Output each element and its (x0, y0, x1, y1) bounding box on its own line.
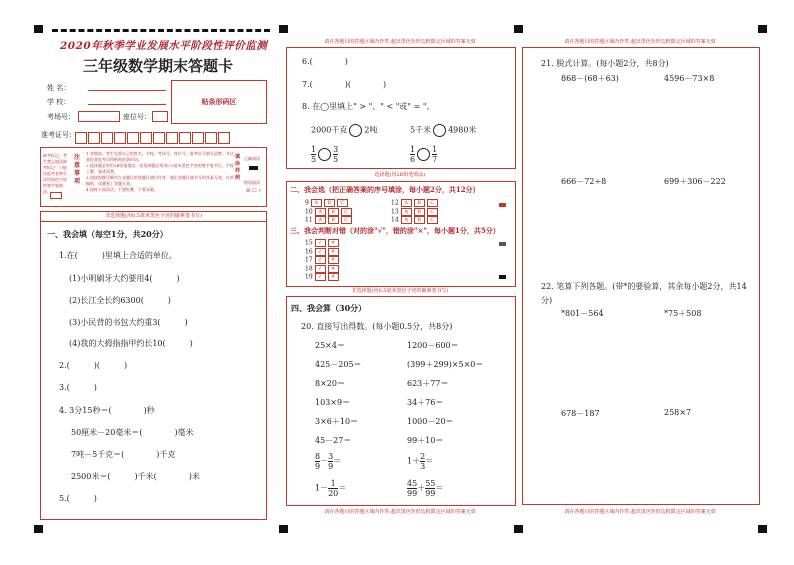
compare-left: 2000千克 (311, 125, 348, 135)
timing-mark (499, 275, 506, 279)
notice-item: 1.答题前，考生先将自己的姓名、学校、考场号、座位号、准考证号填写清楚，并认真检查监考员所粘贴的条形码。 (86, 151, 234, 162)
judge-row: 18 ✓ ✕ (305, 265, 339, 274)
frac-calc-b: 1＋ $\frac{2}{3}$ ＝ (407, 452, 434, 471)
timing-mark (499, 203, 506, 207)
option-b[interactable]: B (414, 216, 425, 224)
id-label: 准考证号： (41, 131, 76, 139)
notice-item: 4.保持卡面清洁，不要折叠，不要弄破。 (86, 187, 158, 192)
corner-mark (34, 525, 43, 533)
nonchoice-strip: 非选择题(用0.5毫米黑色字迹的碳素笔书写) (40, 211, 267, 222)
q22-item: 678－187 (561, 409, 600, 418)
q22-item: 258×7 (664, 408, 692, 417)
tick-option[interactable]: ✓ (315, 273, 326, 281)
corner-mark (34, 25, 43, 33)
compare-3 (311, 145, 338, 164)
q2: 2.( )( ) (59, 361, 128, 370)
judge-row: 15 ✓ ✕ (305, 239, 339, 248)
option-a[interactable]: A (315, 208, 326, 216)
choice-row: 13 A B C (391, 208, 438, 217)
calc-left: 25×4＝ (315, 341, 345, 350)
correct-fill-sample (249, 166, 258, 170)
compare-circle[interactable] (417, 148, 430, 161)
id-field[interactable] (75, 127, 231, 146)
choice-row: 11 A B C (305, 216, 352, 225)
name-label: 姓 名： (47, 84, 71, 92)
option-b[interactable]: B (328, 216, 339, 224)
option-b[interactable]: B (414, 208, 425, 216)
barcode-label: 贴条形码区 (201, 97, 237, 106)
compare-right: 2吨 (364, 125, 378, 135)
calc-right: (399＋299)×5×0＝ (407, 360, 484, 369)
fraction: $\frac{1}{6}$ (410, 145, 416, 164)
q4-item: 7吨－5千克＝( )千克 (71, 450, 176, 459)
q5: 5.( ) (59, 494, 97, 503)
q21: 21. 脱式计算。(每小题2分，共8分) (541, 59, 669, 68)
compare-circle[interactable] (433, 124, 446, 137)
choice-row: 10 A B C (305, 208, 352, 217)
choice-strip: 选择题(用2B铅笔填涂) (374, 172, 426, 178)
section1-box (40, 221, 267, 520)
cross-option[interactable]: ✕ (328, 239, 339, 247)
option-c[interactable]: C (427, 216, 438, 224)
fraction: $\frac{3}{5}$ (333, 145, 339, 164)
corner-mark (514, 25, 523, 33)
section5-box (522, 47, 760, 505)
correct-fill-label: 正确填涂 (244, 156, 260, 161)
cross-option[interactable]: ✕ (328, 273, 339, 281)
calc-right: 1000－20＝ (407, 417, 454, 426)
section1b-box (286, 47, 516, 169)
option-a[interactable]: A (315, 216, 326, 224)
corner-mark (279, 25, 288, 33)
fraction: $\frac{1}{20}$ (328, 479, 339, 498)
calc-right: 34＋76＝ (407, 398, 444, 407)
calc-left: 425－205＝ (315, 360, 362, 369)
choice-right-col (391, 199, 438, 225)
cross-option[interactable]: ✕ (328, 248, 339, 256)
q4-item: 2500米＝( )千米( )米 (71, 472, 200, 481)
notice-item: 3.请按照题号顺序在各题目的答题区域内作答，超出答题区域书写的答案无效，在草稿纸、试题卷上答题无效。 (86, 175, 234, 186)
option-a[interactable]: A (311, 199, 322, 207)
notice-item: 2.选择题必须用2B铅笔填涂，非选择题必须用0.5毫米黑色字迹的签字笔书写，字体工整、笔迹清楚。 (86, 163, 234, 174)
q22-item: *801－564 (561, 309, 604, 318)
option-b[interactable]: B (414, 199, 425, 207)
fraction: $\frac{3}{9}$ (328, 452, 334, 471)
timing-mark (499, 242, 506, 246)
exam-title: 2020年秋季学业发展水平阶段性评价监测 (60, 40, 268, 52)
choice-row: 9 A B C (305, 199, 352, 208)
answer-area-strip-bottom: 请在各题目的答题区域内作答,超出黑色矩形边框限定区域的答案无效 (564, 509, 716, 515)
answer-area-strip-bottom: 请在各题目的答题区域内作答,超出黑色矩形边框限定区域的答案无效 (324, 509, 476, 515)
choice-row: 12 A B C (391, 199, 438, 208)
compare-2 (410, 124, 476, 137)
calc-right: 623＋77＝ (407, 379, 449, 388)
q1: 1.在( )里填上合适的单位。 (59, 251, 177, 260)
tick-option[interactable]: ✓ (315, 239, 326, 247)
choice-left-col (305, 199, 352, 225)
section2-box (286, 181, 516, 287)
q1-item: (3)小民背的书包大约重3( ) (69, 318, 188, 327)
option-c[interactable]: C (341, 216, 352, 224)
frac-calc-d: $\frac{45}{99}$ ＋ $\frac{55}{99}$ ＝ (407, 479, 444, 498)
section4-box (286, 296, 516, 506)
q4: 4. 3分15秒＝( )秒 (59, 406, 155, 415)
judge-row: 16 ✓ ✕ (305, 248, 339, 257)
answer-area-strip-top: 请在各题目的答题区域内作答,超出黑色矩形边框限定区域的答案无效 (564, 39, 716, 45)
compare-4 (410, 145, 437, 164)
absent-note: 缺考标记，考生禁止填涂缺考标记！只能由监考老师负责用黑色字迹的签字笔填涂。 (43, 153, 67, 194)
calc-left: 103×9＝ (315, 398, 351, 407)
section4-title: 四、我会算（30分） (291, 303, 367, 313)
answer-area-strip-top: 请在各题目的答题区域内作答,超出黑色矩形边框限定区域的答案无效 (324, 39, 476, 45)
seat-label: 座位号： (123, 113, 151, 121)
option-c[interactable]: C (341, 208, 352, 216)
judge-row: 17 ✓ ✕ (305, 256, 339, 265)
corner-mark (514, 525, 523, 533)
notice-items (86, 151, 234, 193)
tick-option[interactable]: ✓ (315, 265, 326, 273)
frac-calc-a: $\frac{8}{9}$ － $\frac{3}{9}$ ＝ (315, 452, 342, 471)
name-field[interactable] (88, 90, 166, 91)
card-title: 三年级数学期末答题卡 (83, 57, 234, 75)
room-label: 考场号： (47, 113, 75, 121)
q22-item: *75＋508 (664, 309, 702, 318)
corner-mark (758, 525, 767, 533)
option-a[interactable]: A (401, 216, 412, 224)
option-a[interactable]: A (401, 199, 412, 207)
q8: 8. 在◯里填上" > "、" < "或" = "。 (302, 102, 435, 111)
fraction: $\frac{55}{99}$ (425, 479, 436, 498)
fraction: $\frac{2}{3}$ (420, 452, 426, 471)
cross-option[interactable]: ✕ (328, 256, 339, 264)
q4-item: 50厘米－20毫米＝( )毫米 (71, 428, 194, 437)
corner-mark (279, 525, 288, 533)
q7: 7.( )( ) (302, 80, 387, 89)
q22: 22. 笔算下列各题。(带*的要验算，其余每小题2分，共14分) (541, 282, 747, 305)
cross-option[interactable]: ✕ (328, 265, 339, 273)
q1-item: (4)我的大拇指指甲约长10( ) (69, 339, 193, 348)
section2-title: 二、我会选（把正确答案的序号填涂，每小题2分，共12分） (290, 185, 480, 194)
q20: 20. 直接写出得数。(每小题0.5分，共8分) (301, 322, 453, 331)
q21-item: 4596－73×8 (664, 74, 715, 83)
option-b[interactable]: B (328, 208, 339, 216)
q3: 3.( ) (59, 383, 97, 392)
compare-circle[interactable] (349, 124, 362, 137)
seat-field[interactable] (152, 111, 168, 122)
school-label: 学 校： (47, 98, 71, 106)
calc-right: 99＋10＝ (407, 436, 444, 445)
calc-left: 45－27＝ (315, 436, 352, 445)
nonchoice-strip: 非选择题(用0.5毫米黑色字迹的碳素笔书写) (351, 288, 449, 294)
option-c[interactable]: C (427, 208, 438, 216)
fill-title: 填涂样例 (235, 154, 241, 181)
calc-right: 1200－600＝ (407, 341, 459, 350)
fraction: $\frac{45}{99}$ (407, 479, 418, 498)
compare-1 (311, 124, 377, 137)
wrong-fill-label: 错误填涂 (244, 180, 260, 185)
calc-left: 3×6＋10＝ (315, 417, 359, 426)
option-a[interactable]: A (401, 208, 412, 216)
room-field[interactable] (78, 111, 120, 122)
frac-calc-c: 1－ $\frac{1}{20}$ ＝ (315, 479, 347, 498)
judge-col (305, 239, 339, 282)
fraction: $\frac{8}{9}$ (315, 452, 321, 471)
fraction: $\frac{1}{5}$ (311, 145, 317, 164)
q1-item: (1)小明刷牙大约要用4( ) (69, 274, 180, 283)
top-dash-rule (52, 29, 270, 32)
option-c[interactable]: C (427, 199, 438, 207)
tick-option[interactable]: ✓ (315, 248, 326, 256)
notice-box (40, 147, 267, 207)
q6: 6.( ) (302, 57, 348, 66)
compare-right: 4980米 (448, 125, 477, 135)
notice-title: 注意事项 (74, 154, 81, 185)
q21-item: 666－72÷8 (561, 177, 607, 186)
option-c[interactable]: C (337, 199, 348, 207)
calc-left: 8×20＝ (315, 379, 345, 388)
option-b[interactable]: B (324, 199, 335, 207)
absent-mark-box[interactable] (50, 192, 62, 199)
q21-item: 699＋306－222 (664, 177, 726, 186)
wrong-fill-sample: ☒ ☐ ✓ (246, 188, 263, 194)
judge-row: 19 ✓ ✕ (305, 273, 339, 282)
compare-circle[interactable] (318, 148, 331, 161)
section1-title: 一、我会填（每空1分，共20分） (47, 229, 168, 239)
fraction: $\frac{1}{7}$ (432, 145, 438, 164)
q21-item: 868－(68＋63) (561, 74, 619, 83)
barcode-area (171, 80, 267, 124)
choice-row: 14 A B C (391, 216, 438, 225)
q1-item: (2)长江全长约6300( ) (69, 296, 171, 305)
section3-title: 三、我会判断对错（对的涂"√"，错的涂"×"，每小题1分，共5分） (290, 226, 500, 235)
tick-option[interactable]: ✓ (315, 256, 326, 264)
corner-mark (758, 25, 767, 33)
school-field[interactable] (88, 104, 166, 105)
compare-left: 5千米 (410, 125, 432, 135)
